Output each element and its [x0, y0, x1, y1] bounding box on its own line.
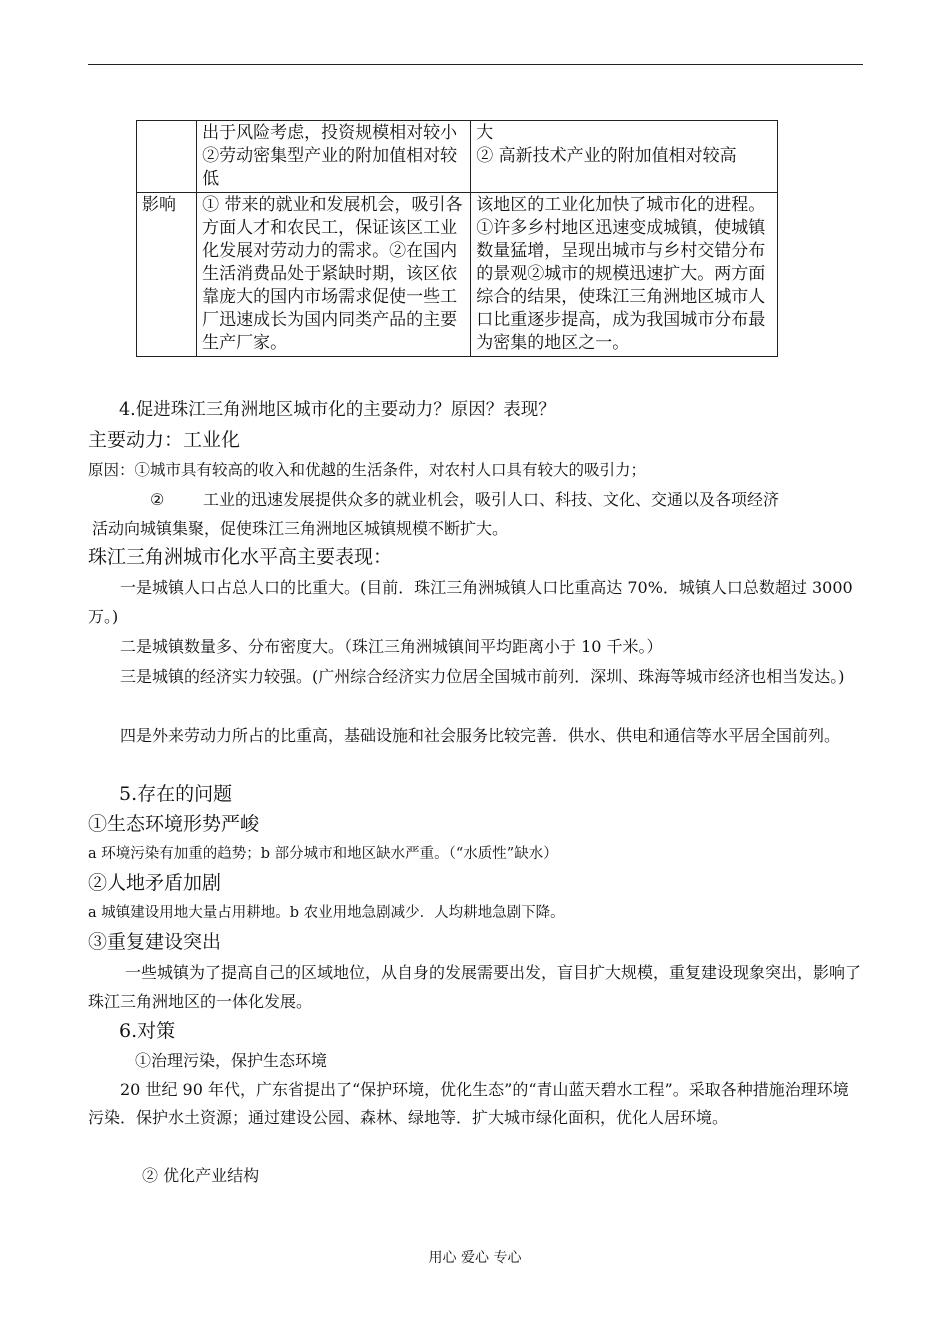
problem-3-text: 一些城镇为了提高自己的区域地位，从自身的发展需要出发，盲目扩大规模，重复建设现象突出，影响了珠江三角洲地区的一体化发展。 — [88, 963, 862, 1011]
comparison-table — [136, 120, 778, 357]
table-cell: 出于风险考虑，投资规模相对较小②劳动密集型产业的附加值相对较低 — [197, 121, 471, 193]
manifest-item: 二是城镇数量多、分布密度大。（珠江三角洲城镇间平均距离小于 10 千米。） — [120, 637, 663, 656]
table-row — [137, 121, 778, 193]
reason-1: 原因：①城市具有较高的收入和优越的生活条件，对农村人口具有较大的吸引力； — [88, 461, 647, 479]
problem-2-text: a 城镇建设用地大量占用耕地。b 农业用地急剧减少．人均耕地急剧下降。 — [88, 905, 565, 921]
section-6-title: 6.对策 — [119, 1020, 176, 1042]
section-4-title: 4.促进珠江三角洲地区城市化的主要动力？原因？表现？ — [119, 400, 556, 420]
problem-2-title: ②人地矛盾加剧 — [88, 872, 222, 894]
manifest-item: 四是外来劳动力所占的比重高，基础设施和社会服务比较完善．供水、供电和通信等水平居全国前列。 — [120, 726, 841, 745]
reason-2-text: 工业的迅速发展提供众多的就业机会，吸引人口、科技、文化、交通以及各项经济 — [203, 490, 780, 509]
table-cell-label: 影响 — [137, 193, 197, 357]
section-5-title: 5.存在的问题 — [119, 783, 233, 805]
manifest-item: 三是城镇的经济实力较强。(广州综合经济实力位居全国城市前列．深圳、珠海等城市经济也相当发达。) — [120, 667, 845, 686]
table-cell-label — [137, 121, 197, 193]
table-row — [137, 193, 778, 357]
cell-line: 大 — [476, 123, 494, 143]
table-cell — [471, 121, 778, 193]
cell-line: ② 高新技术产业的附加值相对较高 — [476, 146, 737, 166]
page-footer: 用心 爱心 专心 — [428, 1250, 522, 1266]
table-cell: 该地区的工业化加快了城市化的进程。①许多乡村地区迅速变成城镇，使城镇数量猛增，呈现出城市与乡村交错分布的景观②城市的规模迅速扩大。两方面综合的结果，使珠江三角洲地区城市人口比重逐步提高，成为我国城市分布最为密集的地区之一。 — [471, 193, 778, 357]
strategy-1-text: 20 世纪 90 年代，广东省提出了“保护环境，优化生态”的“青山蓝天碧水工程”。采取各种措施治理环境污染．保护水土资源；通过建设公园、森林、绿地等．扩大城市绿化面积，优化人居环境。 — [88, 1080, 849, 1127]
problem-3-title: ③重复建设突出 — [88, 931, 222, 953]
manifest-item: 一是城镇人口占总人口的比重大。(目前．珠江三角洲城镇人口比重高达 70%．城镇人口总数超过 3000 万。) — [88, 578, 853, 626]
table-cell: ① 带来的就业和发展机会，吸引各方面人才和农民工，保证该区工业化发展对劳动力的需求。②在国内生活消费品处于紧缺时期，该区依靠庞大的国内市场需求促使一些工厂迅速成长为国内同类产品的主要生产厂家。 — [197, 193, 471, 357]
manifest-title: 珠江三角洲城市化水平高主要表现： — [88, 546, 393, 568]
reason-2-number: ② — [150, 490, 165, 509]
header-rule — [88, 64, 863, 65]
problem-1-title: ①生态环境形势严峻 — [88, 813, 260, 835]
problem-1-text: a 环境污染有加重的趋势；b 部分城市和地区缺水严重。（“水质性”缺水） — [88, 846, 558, 862]
strategy-2-title: ② 优化产业结构 — [142, 1166, 260, 1185]
main-dynamic: 主要动力：工业化 — [88, 429, 241, 451]
reason-2-text-cont: 活动向城镇集聚，促使珠江三角洲地区城镇规模不断扩大。 — [92, 519, 509, 538]
strategy-1-title: ①治理污染，保护生态环境 — [135, 1051, 328, 1070]
